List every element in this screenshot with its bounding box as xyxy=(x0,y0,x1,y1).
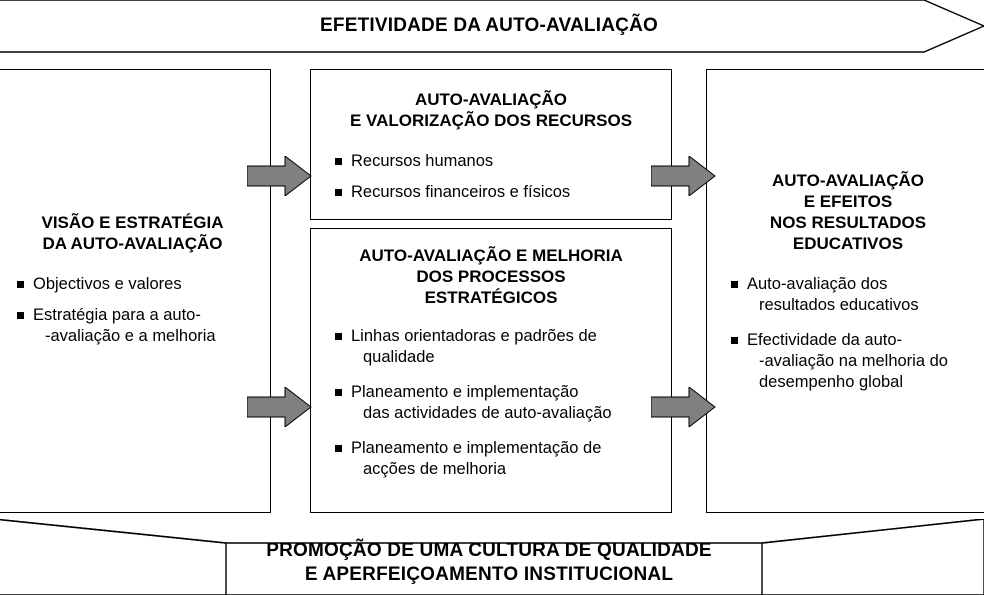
bullet-square-icon xyxy=(335,389,342,396)
arrow-midbottom-to-right xyxy=(651,387,717,427)
bullet-text: Efectividade da auto- xyxy=(747,331,903,349)
arrow-left-to-midbottom xyxy=(247,387,313,427)
list-item xyxy=(731,330,977,393)
list-item xyxy=(731,274,977,316)
box-left-title-line1: VISÃO E ESTRATÉGIA xyxy=(41,213,224,232)
box-right-title xyxy=(707,170,984,254)
list-item xyxy=(17,274,252,295)
top-banner-title: EFETIVIDADE DA AUTO-AVALIAÇÃO xyxy=(320,15,658,36)
box-melhoria-processos xyxy=(310,228,672,513)
bullet-text-cont: das actividades de auto-avaliação xyxy=(363,404,612,422)
bottom-banner xyxy=(0,519,984,595)
list-item xyxy=(17,305,252,347)
box-left-bullets xyxy=(0,274,270,347)
box-mid-bottom-title-line1: AUTO-AVALIAÇÃO E MELHORIA xyxy=(359,246,623,265)
bullet-text: Planeamento e implementação xyxy=(351,383,579,401)
bullet-text-cont: -avaliação na melhoria do xyxy=(759,352,948,370)
list-item xyxy=(335,382,657,424)
bullet-square-icon xyxy=(17,281,24,288)
bottom-banner-line2: E APERFEIÇOAMENTO INSTITUCIONAL xyxy=(304,564,674,585)
list-item xyxy=(335,151,657,172)
bullet-square-icon xyxy=(335,445,342,452)
box-right-title-line1: AUTO-AVALIAÇÃO xyxy=(771,171,925,190)
bullet-text: Objectivos e valores xyxy=(33,275,182,293)
box-valorizacao-recursos xyxy=(310,69,672,220)
box-mid-top-title-line1: AUTO-AVALIAÇÃO xyxy=(414,90,568,109)
box-right-title-line4: EDUCATIVOS xyxy=(792,234,904,253)
top-banner xyxy=(0,0,984,56)
bullet-text: Estratégia para a auto- xyxy=(33,306,201,324)
bullet-square-icon xyxy=(335,333,342,340)
bottom-banner-line1: PROMOÇÃO DE UMA CULTURA DE QUALIDADE xyxy=(266,540,712,561)
bullet-text-cont: qualidade xyxy=(363,348,435,366)
box-mid-bottom-title-line3: ESTRATÉGICOS xyxy=(424,288,558,307)
box-mid-bottom-title-line2: DOS PROCESSOS xyxy=(416,267,566,286)
bullet-square-icon xyxy=(731,281,738,288)
bottom-banner-title xyxy=(0,539,984,587)
list-item xyxy=(335,438,657,480)
box-left-title-line2: DA AUTO-AVALIAÇÃO xyxy=(42,234,223,253)
box-efeitos-resultados xyxy=(706,69,984,513)
bullet-text-cont: -avaliação e a melhoria xyxy=(45,327,216,345)
box-mid-bottom-title xyxy=(311,245,671,308)
bullet-text: Planeamento e implementação de xyxy=(351,439,602,457)
bullet-text: Linhas orientadoras e padrões de xyxy=(351,327,597,345)
box-visao-e-estrategia xyxy=(0,69,271,513)
box-right-bullets xyxy=(707,274,984,393)
box-left-title xyxy=(0,212,270,254)
bullet-square-icon xyxy=(335,189,342,196)
arrow-left-to-midtop xyxy=(247,156,313,196)
bullet-square-icon xyxy=(17,312,24,319)
bullet-square-icon xyxy=(731,337,738,344)
box-mid-top-bullets xyxy=(311,151,671,203)
bullet-square-icon xyxy=(335,158,342,165)
bullet-text-cont-2: desempenho global xyxy=(759,373,904,391)
bullet-text-cont: resultados educativos xyxy=(759,296,919,314)
list-item xyxy=(335,182,657,203)
box-mid-bottom-bullets xyxy=(311,326,671,480)
bullet-text: Recursos humanos xyxy=(351,152,494,170)
bullet-text-cont: acções de melhoria xyxy=(363,460,507,478)
bullet-text: Recursos financeiros e físicos xyxy=(351,183,571,201)
list-item xyxy=(335,326,657,368)
box-mid-top-title-line2: E VALORIZAÇÃO DOS RECURSOS xyxy=(349,111,633,130)
arrow-midtop-to-right xyxy=(651,156,717,196)
box-right-title-line3: NOS RESULTADOS xyxy=(769,213,927,232)
box-mid-top-title xyxy=(311,89,671,131)
box-right-title-line2: E EFEITOS xyxy=(803,192,893,211)
bullet-text: Auto-avaliação dos xyxy=(747,275,888,293)
